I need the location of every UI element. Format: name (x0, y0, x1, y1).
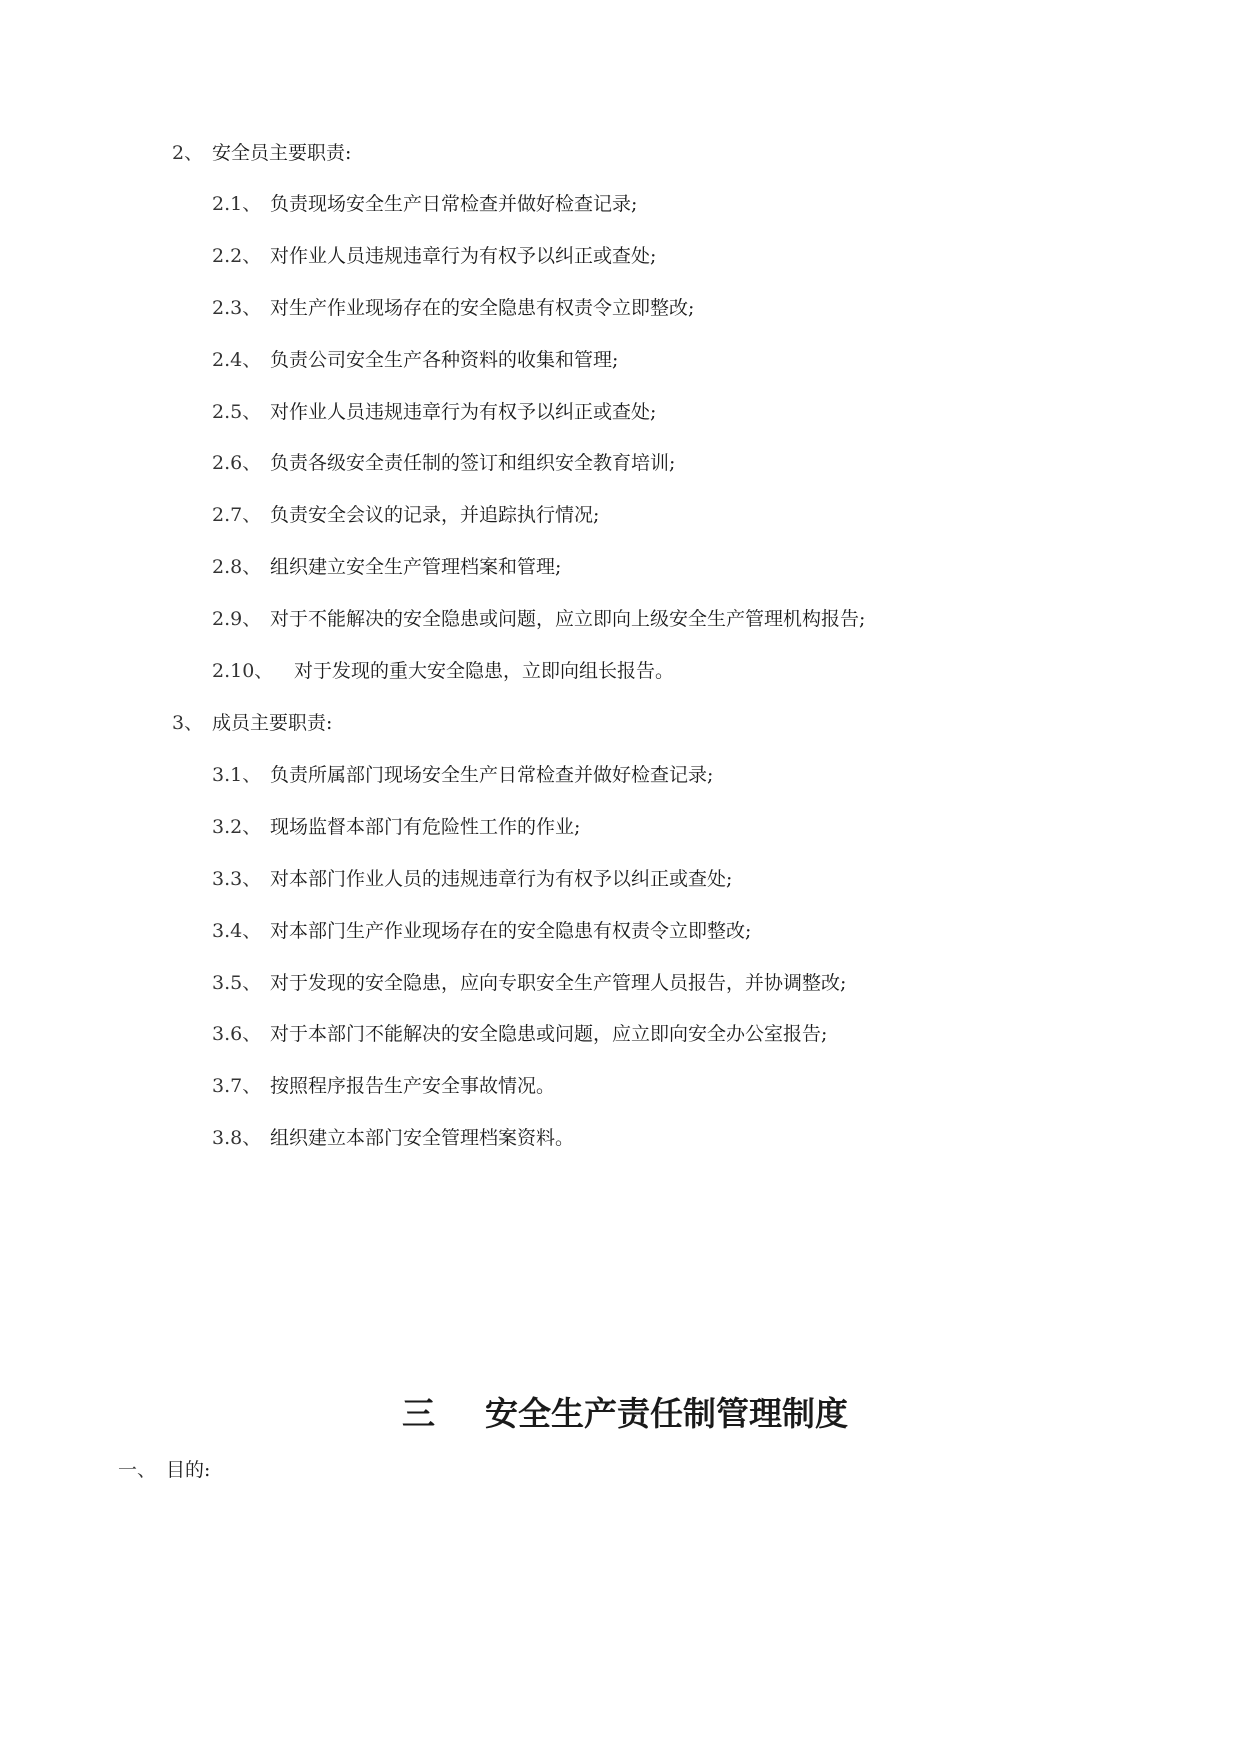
list-item-number: 3.2、 (212, 816, 262, 838)
section-2-number: 2、 (172, 142, 204, 164)
list-item-number: 3.8、 (212, 1127, 262, 1149)
list-item-text: 负责现场安全生产日常检查并做好检查记录; (270, 193, 638, 215)
list-item-number: 2.3、 (212, 297, 262, 319)
list-item-number: 2.8、 (212, 556, 262, 578)
subheading (118, 1458, 210, 1482)
list-item-number: 2.10、 (212, 660, 274, 682)
list-item-text: 对于本部门不能解决的安全隐患或问题，应立即向安全办公室报告; (270, 1023, 828, 1045)
section-2-heading (172, 141, 351, 165)
list-item (212, 919, 751, 943)
section-2-title: 安全员主要职责: (212, 142, 352, 164)
list-item (212, 400, 656, 424)
list-item-text: 组织建立安全生产管理档案和管理; (270, 556, 562, 578)
list-item-text: 对本部门作业人员的违规违章行为有权予以纠正或查处; (270, 868, 733, 890)
list-item (212, 1074, 555, 1098)
list-item-number: 3.3、 (212, 868, 262, 890)
list-item (212, 348, 618, 372)
list-item (212, 1126, 574, 1150)
list-item-text: 负责公司安全生产各种资料的收集和管理; (270, 349, 619, 371)
list-item-number: 2.1、 (212, 193, 262, 215)
list-item (212, 244, 656, 268)
list-item-number: 2.6、 (212, 452, 262, 474)
list-item (212, 763, 713, 787)
list-item-text: 负责安全会议的记录，并追踪执行情况; (270, 504, 600, 526)
section-3-number: 3、 (172, 712, 204, 734)
list-item-number: 2.2、 (212, 245, 262, 267)
list-item-text: 对于发现的重大安全隐患，立即向组长报告。 (294, 660, 675, 682)
subheading-text: 目的: (166, 1459, 211, 1481)
list-item (212, 192, 637, 216)
list-item (212, 296, 694, 320)
list-item-text: 对作业人员违规违章行为有权予以纠正或查处; (270, 245, 657, 267)
list-item-number: 2.5、 (212, 401, 262, 423)
chapter-title-text: 安全生产责任制管理制度 (485, 1394, 848, 1433)
list-item-number: 2.4、 (212, 349, 262, 371)
list-item-text: 对于发现的安全隐患，应向专职安全生产管理人员报告，并协调整改; (270, 972, 847, 994)
list-item-number: 3.4、 (212, 920, 262, 942)
list-item (212, 451, 675, 475)
list-item (212, 607, 865, 631)
list-item (212, 659, 674, 683)
list-item (212, 971, 846, 995)
list-item-text: 组织建立本部门安全管理档案资料。 (270, 1127, 575, 1149)
list-item-text: 负责各级安全责任制的签订和组织安全教育培训; (270, 452, 676, 474)
list-item-text: 对生产作业现场存在的安全隐患有权责令立即整改; (270, 297, 695, 319)
subheading-number: 一、 (118, 1459, 157, 1481)
list-item-text: 对作业人员违规违章行为有权予以纠正或查处; (270, 401, 657, 423)
list-item-text: 按照程序报告生产安全事故情况。 (270, 1075, 556, 1097)
list-item (212, 867, 732, 891)
list-item (212, 1022, 827, 1046)
list-item-number: 2.9、 (212, 608, 262, 630)
list-item (212, 503, 599, 527)
list-item-number: 3.1、 (212, 764, 262, 786)
section-3-title: 成员主要职责: (212, 712, 333, 734)
list-item (212, 815, 580, 839)
list-item-text: 对于不能解决的安全隐患或问题，应立即向上级安全生产管理机构报告; (270, 608, 866, 630)
list-item-number: 3.5、 (212, 972, 262, 994)
list-item-number: 3.6、 (212, 1023, 262, 1045)
chapter-number: 三 (402, 1394, 435, 1433)
list-item (212, 555, 561, 579)
list-item-number: 2.7、 (212, 504, 262, 526)
list-item-text: 现场监督本部门有危险性工作的作业; (270, 816, 581, 838)
list-item-text: 对本部门生产作业现场存在的安全隐患有权责令立即整改; (270, 920, 752, 942)
section-3-heading (172, 711, 332, 735)
list-item-number: 3.7、 (212, 1075, 262, 1097)
list-item-text: 负责所属部门现场安全生产日常检查并做好检查记录; (270, 764, 714, 786)
